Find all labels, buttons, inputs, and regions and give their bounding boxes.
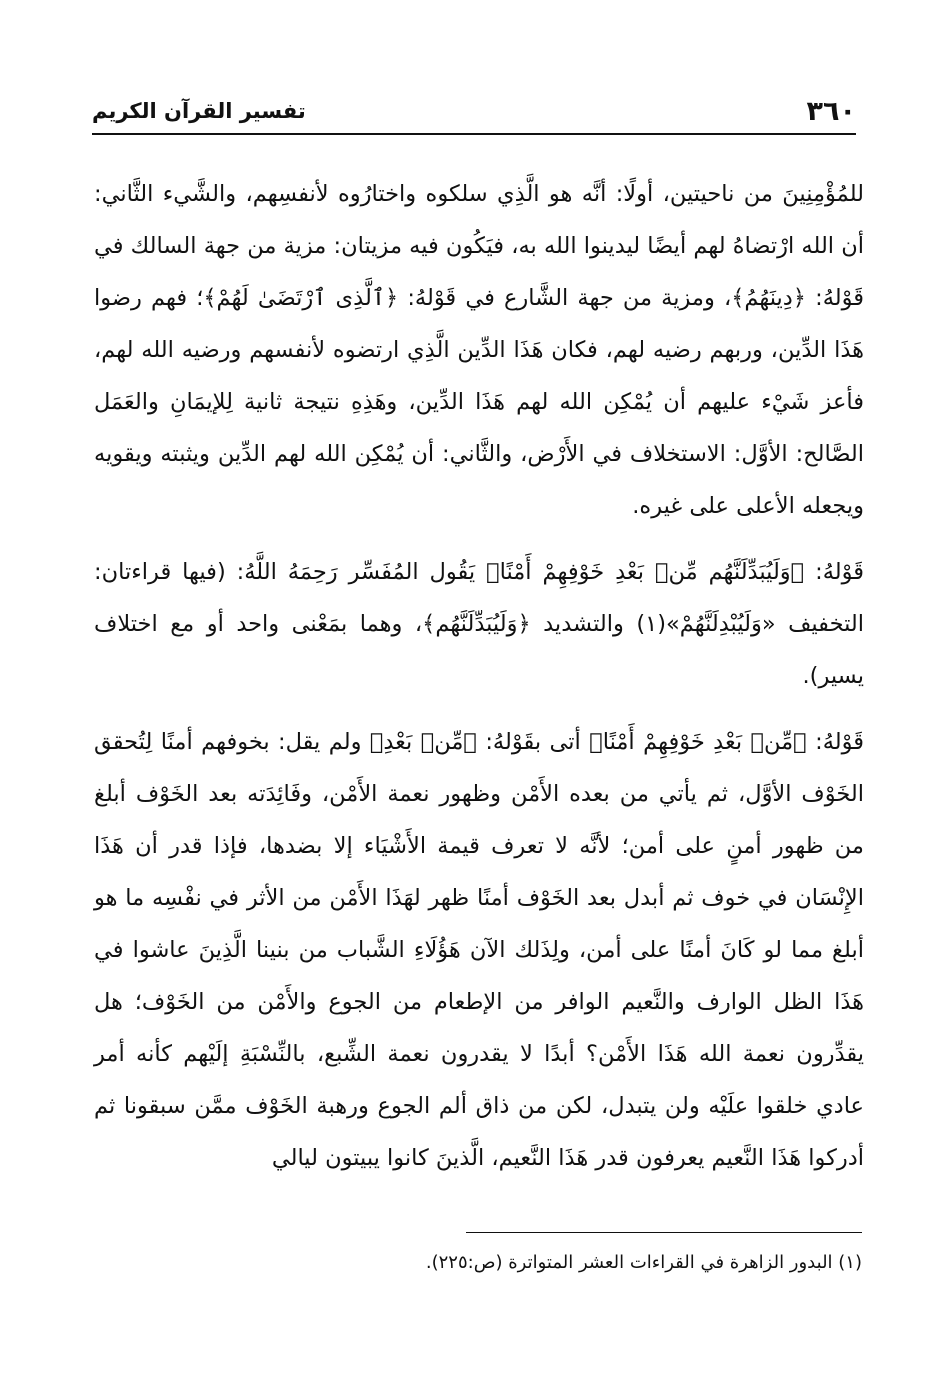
page-number: ٣٦٠ bbox=[806, 95, 856, 127]
footnote-rule bbox=[466, 1232, 862, 1233]
body-text bbox=[94, 168, 864, 1184]
header-rule bbox=[92, 133, 856, 135]
paragraph-3: قَوْلهُ: ﴿مِّنۢ بَعْدِ خَوْفِهِمْ أَمْنًا﴾ أتى بقَوْلهُ: ﴿مِّنۢ بَعْدِ﴾ ولم يقل: بخوفهم أمنًا لِتُحقق الخَوْف الأوَّل، ثم يأتي من بعده الأَمْن وظهور نعمة الأَمْن، وفَائِدَته بعد الخَوْف أبلغ من ظهور أمنٍ على أمن؛ لأنَّه لا تعرف قيمة الأَشْيَاء إلا بضدها، فإذا قدر أن هَذَا الإِنْسَان في خوف ثم أبدل بعد الخَوْف أمنًا ظهر لهَذَا الأَمْن من الأثر في نفْسِه ما هو أبلغ مما لو كَانَ أمنًا على أمن، ولِذَلك الآن هَؤُلَاءِ الشَّباب من بنينا الَّذِينَ عاشوا في هَذَا الظل الوارف والنَّعيم الوافر من الإطعام من الجوع والأَمْن من الخَوْف؛ هل يقدِّرون نعمة الله هَذَا الأَمْن؟ أبدًا لا يقدرون نعمة الشِّبع، بالنِّسْبَةِ إلَيْهم كأنه أمر عادي خلقوا علَيْه ولن يتبدل، لكن من ذاق ألم الجوع ورهبة الخَوْف ممَّن سبقونا ثم أدركوا هَذَا النَّعيم يعرفون قدر هَذَا النَّعيم، الَّذينَ كانوا يبيتون ليالي bbox=[94, 729, 864, 1171]
page-header bbox=[92, 92, 856, 130]
paragraph-2: قَوْلهُ: ﴿وَلَيُبَدِّلَنَّهُم مِّنۢ بَعْدِ خَوْفِهِمْ أَمْنًا﴾ يَقُول المُفَسِّر رَحِمَهُ اللَّهُ: (فيها قراءتان: التخفيف «وَلَيُبْدِلَنَّهُمْ»(١) والتشديد ﴿وَلَيُبَدِّلَنَّهُم﴾، وهما بمَعْنى واحد أو مع اختلاف يسير). bbox=[94, 559, 864, 689]
paragraph-1: للمُؤْمِنِينَ من ناحيتين، أولًا: أنَّه هو الَّذِي سلكوه واختارُوه لأنفسِهم، والشَّيء الثَّاني: أن الله ارْتضاهُ لهم أيضًا ليدينوا الله به، فيَكُون فيه مزيتان: مزية من جهة السالك في قَوْلهُ: ﴿دِينَهُمُ﴾، ومزية من جهة الشَّارع في قَوْلهُ: ﴿ٱلَّذِى ٱرْتَضَىٰ لَهُمْ﴾؛ فهم رضوا هَذَا الدِّين، وربهم رضيه لهم، فكان هَذَا الدِّين الَّذِي ارتضوه لأنفسهم ورضيه الله لهم، فأعز شَيْء عليهم أن يُمْكِن الله لهم هَذَا الدِّين، وهَذِهِ نتيجة ثانية لِلإيمَانِ والعَمَل الصَّالح: الأوَّل: الاستخلاف في الأَرْض، والثَّاني: أن يُمْكِن الله لهم الدِّين ويثبته ويقويه ويجعله الأعلى على غيره. bbox=[94, 181, 864, 519]
running-title: تفسير القرآن الكريم bbox=[92, 99, 306, 123]
footnote: (١) البدور الزاهرة في القراءات العشر المتواترة (ص:٢٢٥). bbox=[425, 1252, 862, 1273]
